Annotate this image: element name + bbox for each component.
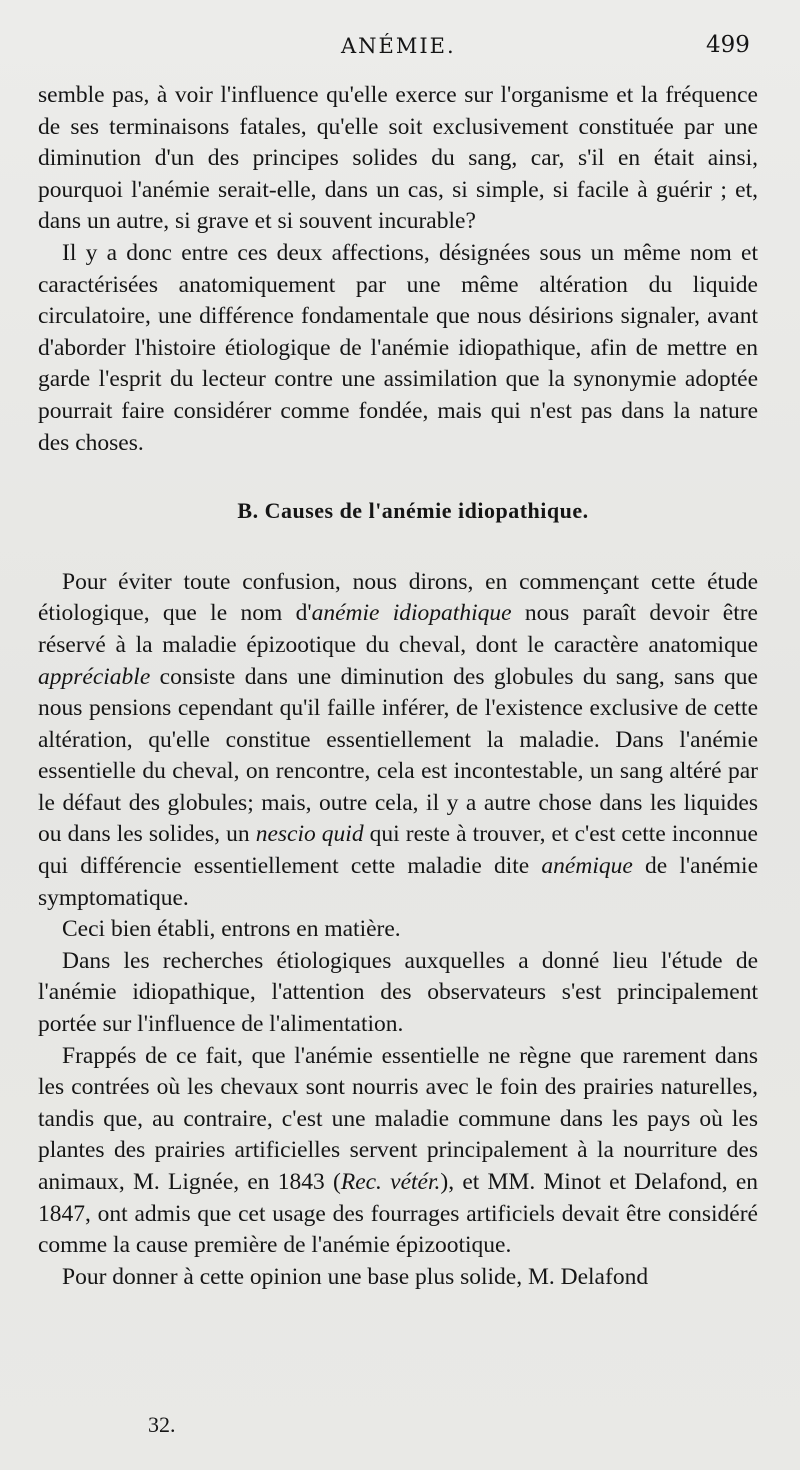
- text-run: consiste dans une diminution des globules du sang, sans que nous pensions cependant qu'il faille inférer, de l'existence exclusive de cette altération, qu'elle constitue essentiellement la maladie. Dans l'anémie essentielle du cheval, on rencontre, cela est incontestable, un sang altéré par le défaut des globules; mais, outre cela, il y a autre chose dans les liquides ou dans les solides, un: [38, 663, 758, 848]
- text-run: Frappés de ce fait, que l'anémie essentielle ne règne que rarement dans les contrées où les chevaux sont nourris avec le foin des prairies naturelles, tandis que, au contraire, c'est une maladie commune dans les pays où les plantes des prairies artificielles servent principalement à la nourriture des animaux, M. Lignée, en 1843 (: [38, 1042, 758, 1195]
- text-run: de l'anémie symptomatique.: [38, 853, 758, 911]
- text-run: ), et MM. Minot et Delafond, en 1847, ont admis que cet usage des fourrages artificiels devait être considéré comme la cause première de l'anémie épizootique.: [38, 1169, 759, 1259]
- page-header: [0, 30, 800, 64]
- italic-term: anémique: [541, 853, 633, 880]
- page-number: 499: [706, 32, 750, 58]
- running-title: ANÉMIE.: [341, 34, 456, 58]
- text-run: nous paraît devoir être réservé à la maladie épizootique du cheval, dont le caractère anatomique: [38, 600, 758, 658]
- italic-term: appréciable: [38, 663, 151, 690]
- text-run: Pour éviter toute confusion, nous dirons, en commençant cette étude étiologique, que le nom d': [38, 568, 758, 627]
- italic-term: Rec. vétér.: [340, 1169, 441, 1195]
- section-heading: B. Causes de l'anémie idiopathique.: [237, 498, 589, 524]
- paragraph-5: Dans les recherches étiologiques auxquelles a donné lieu l'étude de l'anémie idiopathique, l'attention des observateurs s'est principalement portée sur l'influence de l'alimentation.: [38, 947, 758, 1038]
- italic-term: anémie idiopathique: [311, 600, 512, 627]
- signature-mark: 32.: [148, 1412, 176, 1437]
- body-text: [38, 80, 758, 1293]
- paragraph-1: semble pas, à voir l'influence qu'elle exerce sur l'organisme et la fréquence de ses terminaisons fatales, qu'elle soit exclusivement constituée par une diminution d'un des principes solides du sang, car, s'il en était ainsi, pourquoi l'anémie serait-elle, dans un cas, si simple, si facile à guérir ; et, dans un autre, si grave et si souvent incurable?: [38, 82, 758, 235]
- paragraph-3: [38, 567, 758, 915]
- paragraph-7: Pour donner à cette opinion une base plus solide, M. Delafond: [62, 1263, 649, 1290]
- paragraph-2: Il y a donc entre ces deux affections, désignées sous un même nom et caractérisées anatomiquement par une même altération du liquide circulatoire, une différence fondamentale que nous désirions signaler, avant d'aborder l'histoire étiologique de l'anémie idiopathique, afin de mettre en garde l'esprit du lecteur contre une assimilation que la synonymie adoptée pourrait faire considérer comme fondée, mais qui n'est pas dans la nature des choses.: [38, 239, 758, 456]
- paragraph-6: [38, 1041, 758, 1262]
- paragraph-4: Ceci bien établi, entrons en matière.: [62, 916, 401, 943]
- italic-term: nescio quid: [255, 821, 364, 848]
- text-run: qui reste à trouver, et c'est cette inconnue qui différencie essentiellement cette maladie dite: [38, 821, 758, 880]
